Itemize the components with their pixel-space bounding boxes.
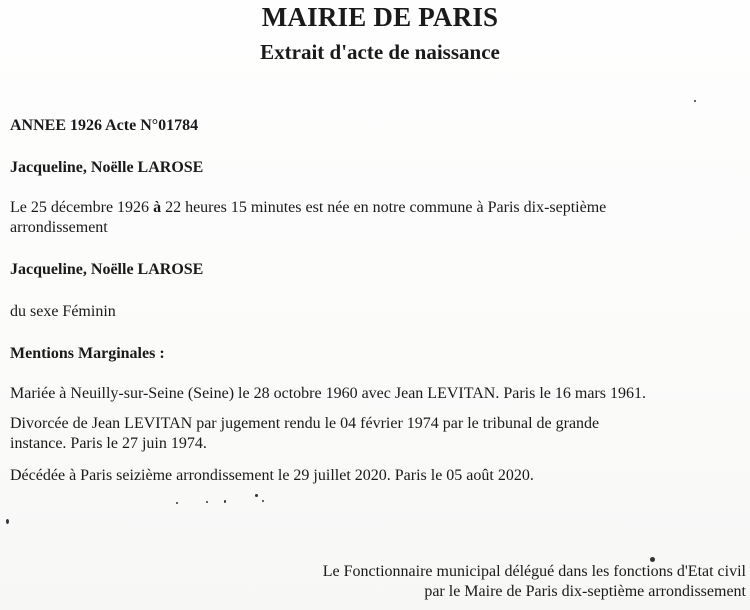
marginal-mentions-heading: Mentions Marginales : xyxy=(10,345,165,362)
scan-speck xyxy=(206,501,208,503)
birth-statement-part1: Le 25 décembre 1926 xyxy=(10,199,154,216)
person-name-repeat: Jacqueline, Noëlle LAROSE xyxy=(10,261,204,278)
birth-statement xyxy=(10,198,606,218)
mention-marriage: Mariée à Neuilly-sur-Seine (Seine) le 28 octobre 1960 avec Jean LEVITAN. Paris le 16 mars 1961. xyxy=(10,385,646,402)
scan-speck xyxy=(176,502,178,504)
year-act-number: ANNEE 1926 Acte N°01784 xyxy=(10,117,199,134)
document-subtitle: Extrait d'acte de naissance xyxy=(260,40,500,64)
scan-speck xyxy=(694,100,696,102)
sex-statement: du sexe Féminin xyxy=(10,303,116,320)
signature-line2: par le Maire de Paris dix-septième arrondissement xyxy=(424,583,746,600)
birth-statement-a: à xyxy=(153,199,162,216)
birth-statement-part2: 22 heures 15 minutes est née en notre commune à Paris dix-septième xyxy=(161,199,607,216)
mention-death: Décédée à Paris seizième arrondissement le 29 juillet 2020. Paris le 05 août 2020. xyxy=(10,467,534,484)
scan-speck xyxy=(262,500,264,502)
scan-speck xyxy=(255,494,258,497)
page-title: MAIRIE DE PARIS xyxy=(261,2,499,32)
mention-divorce-line1: Divorcée de Jean LEVITAN par jugement rendu le 04 février 1974 par le tribunal de grande xyxy=(10,415,600,432)
scan-speck xyxy=(6,519,9,524)
mention-divorce-line2: instance. Paris le 27 juin 1974. xyxy=(10,435,207,452)
birth-statement-continued: arrondissement xyxy=(10,219,108,236)
scan-speck xyxy=(224,500,226,503)
signature-line1: Le Fonctionnaire municipal délégué dans les fonctions d'Etat civil xyxy=(322,563,746,580)
person-name: Jacqueline, Noëlle LAROSE xyxy=(10,159,204,176)
